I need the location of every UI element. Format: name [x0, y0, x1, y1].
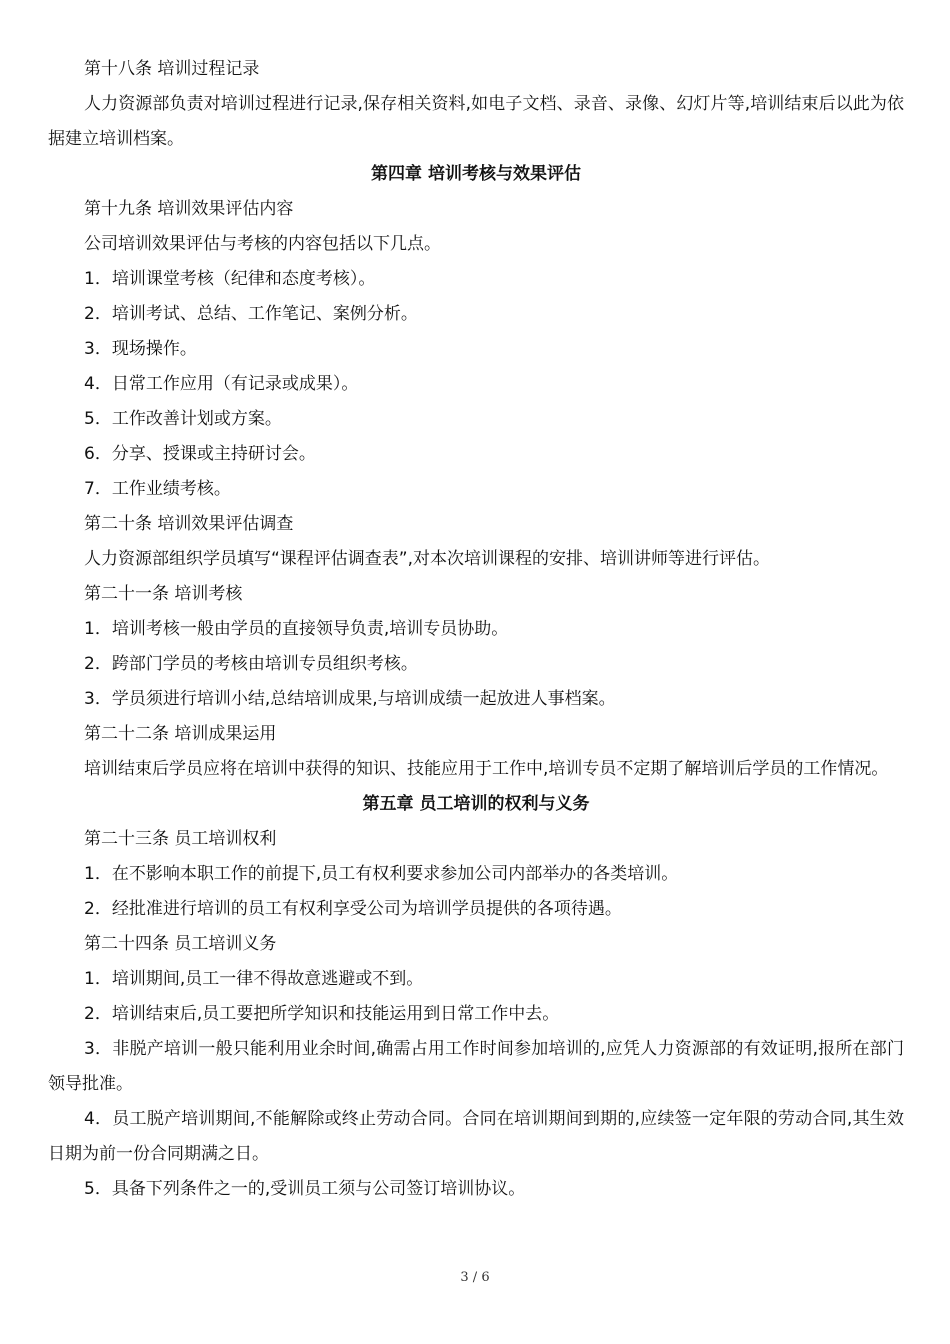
list-item: 2．跨部门学员的考核由培训专员组织考核。 [84, 654, 418, 674]
page-content [48, 52, 904, 1207]
list-item: 2．培训结束后,员工要把所学知识和技能运用到日常工作中去。 [84, 1004, 560, 1024]
list-item: 6．分享、授课或主持研讨会。 [84, 444, 316, 464]
list-item: 3．学员须进行培训小结,总结培训成果,与培训成绩一起放进人事档案。 [84, 689, 616, 709]
paragraph: 人力资源部组织学员填写“课程评估调查表”,对本次培训课程的安排、培训讲师等进行评估。 [84, 549, 771, 569]
list-item: 1．在不影响本职工作的前提下,员工有权利要求参加公司内部举办的各类培训。 [84, 864, 679, 884]
article-heading: 第二十一条 培训考核 [84, 584, 243, 604]
paragraph: 人力资源部负责对培训过程进行记录,保存相关资料,如电子文档、录音、录像、幻灯片等,培训结束后以此为依据建立培训档案。 [48, 94, 904, 149]
article-heading: 第二十条 培训效果评估调查 [84, 514, 294, 534]
list-item: 4．日常工作应用（有记录或成果）。 [84, 374, 359, 394]
list-item: 1．培训考核一般由学员的直接领导负责,培训专员协助。 [84, 619, 509, 639]
article-heading: 第二十三条 员工培训权利 [84, 829, 277, 849]
article-heading: 第十八条 培训过程记录 [84, 59, 260, 79]
list-item: 1．培训期间,员工一律不得故意逃避或不到。 [84, 969, 424, 989]
list-item: 2．经批准进行培训的员工有权利享受公司为培训学员提供的各项待遇。 [84, 899, 622, 919]
list-item: 7．工作业绩考核。 [84, 479, 231, 499]
list-item: 4．员工脱产培训期间,不能解除或终止劳动合同。合同在培训期间到期的,应续签一定年限的劳动合同,其生效日期为前一份合同期满之日。 [48, 1109, 904, 1164]
list-item: 5．工作改善计划或方案。 [84, 409, 282, 429]
list-item: 3．非脱产培训一般只能利用业余时间,确需占用工作时间参加培训的,应凭人力资源部的有效证明,报所在部门领导批准。 [48, 1039, 904, 1094]
list-item: 2．培训考试、总结、工作笔记、案例分析。 [84, 304, 418, 324]
paragraph: 培训结束后学员应将在培训中获得的知识、技能应用于工作中,培训专员不定期了解培训后学员的工作情况。 [84, 759, 889, 779]
article-heading: 第十九条 培训效果评估内容 [84, 199, 294, 219]
chapter-heading: 第四章 培训考核与效果评估 [371, 164, 581, 184]
article-heading: 第二十二条 培训成果运用 [84, 724, 277, 744]
chapter-heading: 第五章 员工培训的权利与义务 [362, 794, 590, 814]
list-item: 1．培训课堂考核（纪律和态度考核）。 [84, 269, 376, 289]
list-item: 5．具备下列条件之一的,受训员工须与公司签订培训协议。 [84, 1179, 526, 1199]
article-heading: 第二十四条 员工培训义务 [84, 934, 277, 954]
list-item: 3．现场操作。 [84, 339, 197, 359]
paragraph: 公司培训效果评估与考核的内容包括以下几点。 [84, 234, 441, 254]
page-number: 3 / 6 [460, 1270, 490, 1285]
